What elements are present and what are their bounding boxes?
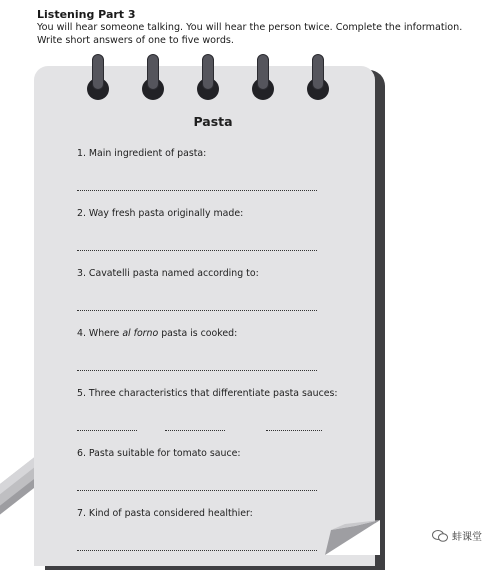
spiral-ring [197, 54, 219, 102]
notebook-page [34, 66, 375, 566]
question-7: 7. Kind of pasta considered healthier: [77, 508, 253, 519]
answer-line-7[interactable] [77, 550, 317, 551]
question-6: 6. Pasta suitable for tomato sauce: [77, 448, 241, 459]
watermark-text: 蚌课堂 [452, 532, 482, 543]
question-1: 1. Main ingredient of pasta: [77, 148, 207, 159]
notebook-title: Pasta [193, 114, 233, 129]
section-heading: Listening Part 3 [37, 8, 136, 21]
watermark [432, 528, 482, 543]
answer-line-5b[interactable] [165, 430, 225, 431]
spiral-ring [252, 54, 274, 102]
answer-line-2[interactable] [77, 250, 317, 251]
answer-line-5c[interactable] [266, 430, 322, 431]
question-2: 2. Way fresh pasta originally made: [77, 208, 244, 219]
answer-line-1[interactable] [77, 190, 317, 191]
spiral-ring [142, 54, 164, 102]
spiral-ring [307, 54, 329, 102]
answer-line-6[interactable] [77, 490, 317, 491]
answer-line-3[interactable] [77, 310, 317, 311]
wechat-icon [432, 530, 448, 542]
spiral-ring [87, 54, 109, 102]
answer-line-4[interactable] [77, 370, 317, 371]
answer-line-5a[interactable] [77, 430, 137, 431]
question-3: 3. Cavatelli pasta named according to: [77, 268, 259, 279]
italic-term: al forno [122, 328, 159, 339]
question-5: 5. Three characteristics that differentiate pasta sauces: [77, 388, 338, 399]
page-curl [325, 520, 380, 555]
instructions-text: You will hear someone talking. You will hear the person twice. Complete the information. Write short answers of one to five words. [37, 22, 463, 46]
question-4: 4. Where al forno pasta is cooked: [77, 328, 238, 339]
